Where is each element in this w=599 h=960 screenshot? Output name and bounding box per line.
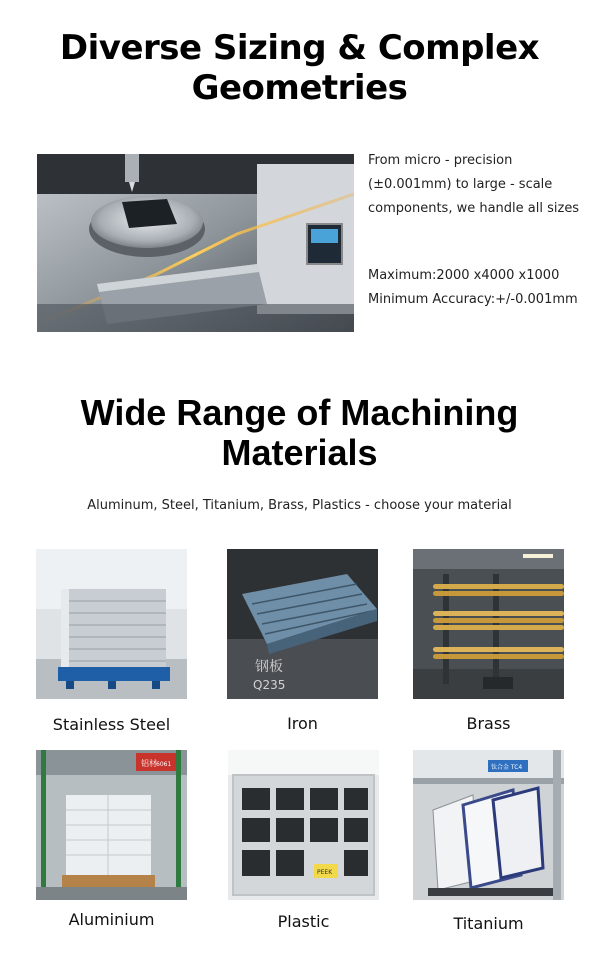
section-title-materials xyxy=(0,393,599,473)
title-line-2: Materials xyxy=(221,432,378,473)
photo-chalk-text-2: Q235 xyxy=(253,678,286,692)
stainless-steel-photo xyxy=(36,549,187,699)
titanium-photo xyxy=(413,750,564,900)
title-line-2: Geometries xyxy=(191,68,408,108)
plastic-photo xyxy=(228,750,379,900)
spec-accuracy: Minimum Accuracy:+/-0.001mm xyxy=(368,292,578,307)
iron-photo xyxy=(227,549,378,699)
materials-subtitle: Aluminum, Steel, Titanium, Brass, Plastics - choose your material xyxy=(87,498,512,513)
photo-sign-text-2: 6061 xyxy=(156,761,172,768)
sizing-specs xyxy=(368,264,593,312)
cnc-machine-photo xyxy=(37,154,354,332)
brass-photo xyxy=(413,549,564,699)
material-label: Iron xyxy=(287,714,318,733)
title-line-1: Wide Range of Machining xyxy=(80,392,519,433)
spec-maximum: Maximum:2000 x4000 x1000 xyxy=(368,268,560,283)
material-label: Brass xyxy=(466,714,511,733)
aluminium-photo xyxy=(36,750,187,900)
photo-tag-text: PEEK xyxy=(317,869,333,876)
section-title-sizing xyxy=(0,28,599,108)
photo-shelf-label: 钛合金 TC4 xyxy=(491,764,523,771)
material-label: Plastic xyxy=(277,912,330,931)
photo-chalk-text-1: 钢板 xyxy=(255,659,283,675)
material-label: Stainless Steel xyxy=(52,715,171,734)
sizing-description: From micro - precision (±0.001mm) to large - scale components, we handle all sizes xyxy=(368,153,580,216)
material-label: Titanium xyxy=(453,914,524,933)
material-label: Aluminium xyxy=(68,910,155,929)
title-line-1: Diverse Sizing & Complex xyxy=(59,28,540,68)
photo-sign-text-1: 铝材 xyxy=(141,759,157,768)
